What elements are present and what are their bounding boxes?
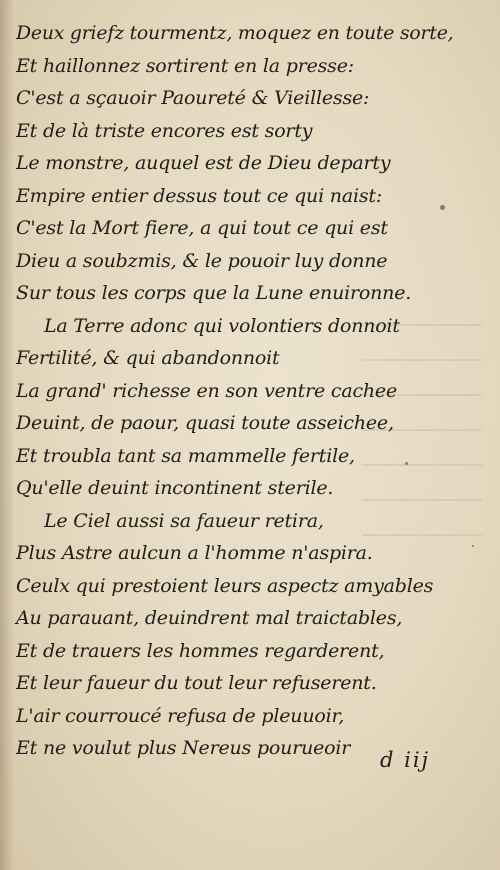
ink-speck [405, 462, 408, 465]
verse-line: Et de là triste encores est sorty [16, 119, 313, 142]
verse-line: Au parauant, deuindrent mal traictables, [16, 607, 403, 629]
verse-line: Qu'elle deuint incontinent sterile. [16, 477, 334, 499]
verse-line: Sur tous les corps que la Lune enuironne. [16, 282, 412, 304]
verse-line: Et haillonnez sortirent en la presse: [16, 54, 354, 77]
verse-line: Dieu a soubzmis, & le pouoir luy donne [16, 249, 388, 272]
verse-line: Et troubla tant sa mammelle fertile, [16, 444, 355, 467]
verse-line: Le monstre, auquel est de Dieu departy [16, 152, 391, 174]
verse-line: Empire entier dessus tout ce qui naist: [16, 184, 383, 207]
verse-line: Ceulx qui prestoient leurs aspectz amyables [16, 574, 434, 597]
signature-mark: d iij [380, 748, 431, 772]
verse-line: Plus Astre aulcun a l'homme n'aspira. [16, 542, 373, 564]
verse-line: Le Ciel aussi sa faueur retira, [44, 509, 324, 532]
verse-line: L'air courroucé refusa de pleuuoir, [16, 704, 345, 727]
verse-line: Deuint, de paour, quasi toute asseichee, [16, 412, 394, 434]
verse-line: La grand' richesse en son ventre cachee [16, 379, 398, 402]
verse-line: C'est la Mort fiere, a qui tout ce qui est [16, 217, 388, 239]
verse-line: Fertilité, & qui abandonnoit [16, 347, 280, 369]
page-gutter-shadow [0, 0, 14, 870]
ink-speck [440, 205, 445, 210]
verse-line: Deux griefz tourmentz, moquez en toute sorte, [16, 22, 454, 44]
verse-line: Et de trauers les hommes regarderent, [16, 639, 385, 662]
verse-line: Et leur faueur du tout leur refuserent. [16, 672, 377, 694]
verse-line: C'est a sçauoir Paoureté & Vieillesse: [16, 87, 370, 109]
poem-text [16, 17, 481, 765]
ink-speck [472, 545, 474, 547]
verse-line: Et ne voulut plus Nereus pourueoir [16, 737, 351, 759]
verse-line: La Terre adonc qui volontiers donnoit [44, 314, 400, 337]
